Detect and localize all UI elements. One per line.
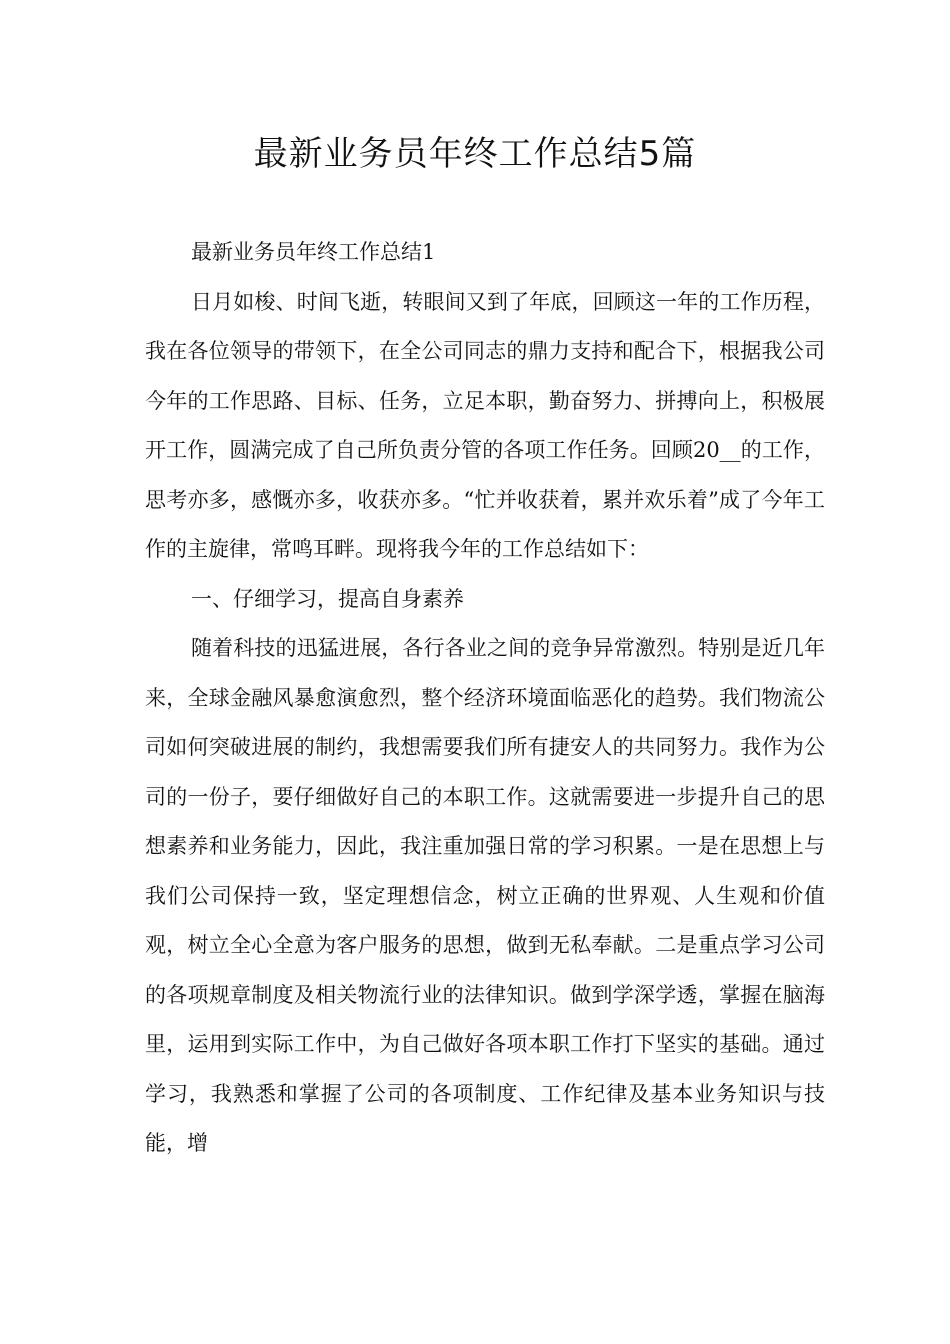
section-heading-1: 一、仔细学习，提高自身素养 (191, 586, 464, 611)
paragraph-study: 随着科技的迅猛进展，各行各业之间的竞争异常激烈。特别是近几年来，全球金融风暴愈演愈烈，整个经济环境面临恶化的趋势。我们物流公司如何突破进展的制约，我想需要我们所有捷安人的共同努力。我作为公司的一份子，要仔细做好自己的本职工作。这就需要进一步提升自己的思想素养和业务能力，因此，我注重加强日常的学习积累。一是在思想上与我们公司保持一致，坚定理想信念，树立正确的世界观、人生观和价值观，树立全心全意为客户服务的思想，做到无私奉献。二是重点学习公司的各项规章制度及相关物流行业的法律知识。做到学深学透，掌握在脑海里，运用到实际工作中，为自己做好各项本职工作打下坚实的基础。通过学习，我熟悉和掌握了公司的各项制度、工作纪律及基本业务知识与技能，增 (145, 636, 825, 1155)
paragraph-intro: 日月如梭、时间飞逝，转眼间又到了年底，回顾这一年的工作历程，我在各位领导的带领下，在全公司同志的鼎力支持和配合下，根据我公司今年的工作思路、目标、任务，立足本职，勤奋努力、拼搏向上，积极展开工作，圆满完成了自己所负责分管的各项工作任务。回顾20__的工作，思考亦多，感慨亦多，收获亦多。“忙并收获着，累并欢乐着”成了今年工作的主旋律，常鸣耳畔。现将我今年的工作总结如下： (145, 289, 825, 561)
document-body (145, 228, 825, 1169)
section-subtitle: 最新业务员年终工作总结1 (191, 240, 436, 264)
document-title: 最新业务员年终工作总结5篇 (253, 134, 697, 174)
